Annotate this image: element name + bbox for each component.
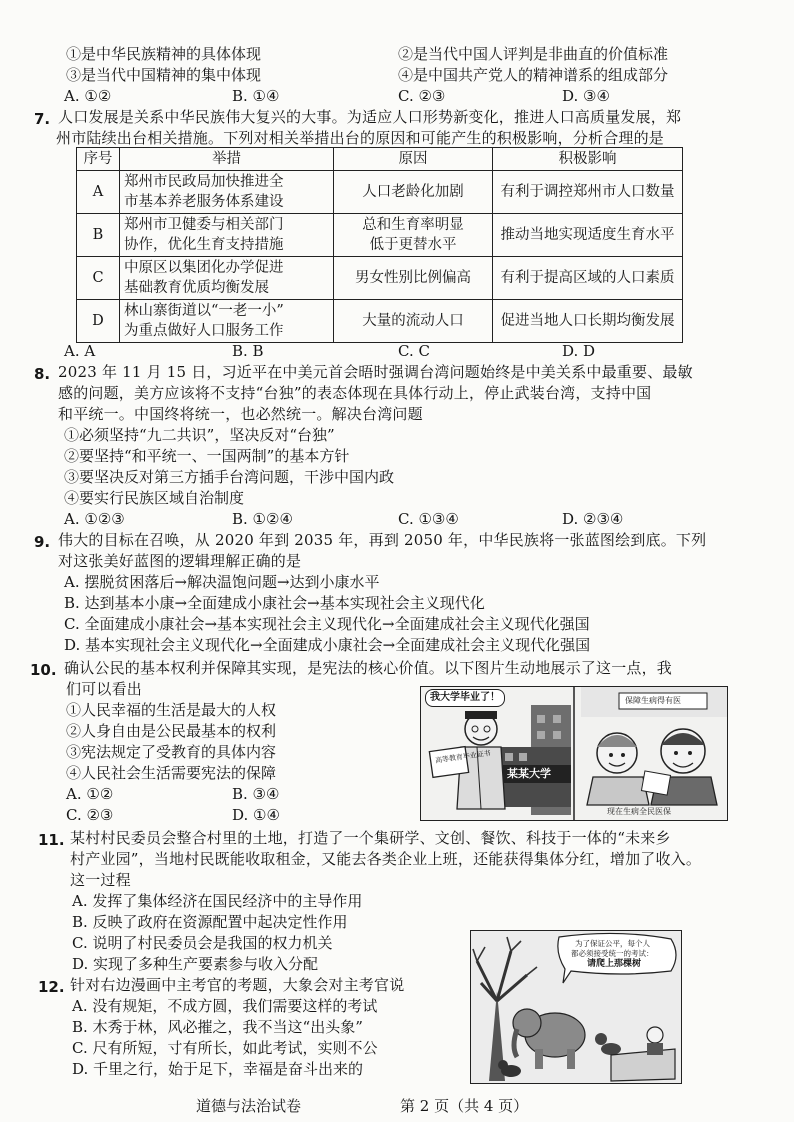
q7-stem-line2: 州市陆续出台相关措施。下列对相关举措出台的原因和可能产生的积极影响，分析合理的是 [56,129,665,147]
q7-option-a: A. A [64,342,96,360]
q9-stem-line1: 伟大的目标在召唤，从 2020 年到 2035 年，再到 2050 年，中华民族将一张蓝图绘到底。下列 [58,531,707,549]
q10-stem-line1: 确认公民的基本权利并保障其实现，是宪法的核心价值。以下图片生动地展示了这一点，我 [64,659,673,677]
q11-option-c: C. 说明了村民委员会是我国的权力机关 [72,934,333,952]
q12-stem-line1: 针对右边漫画中主考官的考题，大象会对主考官说 [70,976,405,994]
q7-table-row [77,214,683,257]
q7-row-id: B [77,214,120,257]
q11-stem-line3: 这一过程 [70,871,131,889]
q9-stem-line2: 对这张美好蓝图的逻辑理解正确的是 [58,552,302,570]
q8-statement-3: ③要坚决反对第三方插手台湾问题，干涉中国内政 [64,468,395,486]
q6-option-c: C. ②③ [398,87,446,105]
q12-cartoon-bubble-line1: 为了保证公平，每个人 [575,939,650,948]
q10-option-a: A. ①② [66,785,114,803]
q11-option-d: D. 实现了多种生产要素参与收入分配 [72,955,319,973]
q10-cartoon-certificate: 高等教育毕业证书 [434,749,492,765]
q11-stem-line2: 村产业园”，当地村民既能收取租金，又能去各类企业上班，还能获得集体分红，增加了收入。 [70,850,702,868]
q10-cartoon-speech: 我大学毕业了！ [425,689,505,707]
q7-header-measure: 举措 [120,148,334,171]
q10-statement-2: ②人身自由是公民最基本的权利 [66,722,277,740]
q7-row-effect: 推动当地实现适度生育水平 [493,214,683,257]
q7-row-effect: 有利于提高区域的人口素质 [493,257,683,300]
q8-stem-line2: 感的问题，美方应该将不支持“台独”的表态体现在具体行动上，停止武装台湾，支持中国 [58,384,652,402]
q7-header-effect: 积极影响 [493,148,683,171]
q8-option-c: C. ①③④ [398,510,459,528]
q10-stem-line2: 们可以看出 [66,680,143,698]
q10-statement-3: ③宪法规定了受教育的具体内容 [66,743,277,761]
q9-option-d: D. 基本实现社会主义现代化→全面建成小康社会→全面建成社会主义现代化强国 [64,636,591,654]
q8-option-b: B. ①②④ [232,510,293,528]
q6-statement-4: ④是中国共产党人的精神谱系的组成部分 [398,66,669,84]
q6-statement-3: ③是当代中国精神的集中体现 [66,66,262,84]
q10-number: 10. [30,661,57,679]
q6-statement-1: ①是中华民族精神的具体体现 [66,45,262,63]
q7-number: 7. [34,110,51,128]
q7-table-row [77,257,683,300]
q7-option-b: B. B [232,342,264,360]
q7-table [76,147,683,343]
q7-row-reason: 男女性别比例偏高 [334,257,493,300]
q7-table-header [77,148,683,171]
q10-option-b: B. ③④ [232,785,280,803]
q12-option-b: B. 木秀于林，风必摧之，我不当这“出头象” [72,1018,363,1036]
q8-stem-line3: 和平统一。中国终将统一，也必然统一。解决台湾问题 [58,405,423,423]
q7-row-id: A [77,171,120,214]
q9-option-b: B. 达到基本小康→全面建成小康社会→基本实现社会主义现代化 [64,594,485,612]
q9-option-c: C. 全面建成小康社会→基本实现社会主义现代化→全面建成社会主义现代化强国 [64,615,590,633]
q8-option-d: D. ②③④ [562,510,624,528]
q11-stem-line1: 某村村民委员会整合村里的土地，打造了一个集研学、文创、餐饮、科技于一体的“未来乡 [70,829,671,847]
q12-cartoon-bubble-line2: 都必须接受统一的考试： [571,949,654,958]
q7-row-reason: 大量的流动人口 [334,300,493,343]
q10-cartoon [420,686,728,821]
q10-statement-1: ①人民幸福的生活是最大的人权 [66,701,277,719]
q10-cartoon-banner: 保障生病得有医 [625,696,681,705]
q12-option-a: A. 没有规矩，不成方圆，我们需要这样的考试 [72,997,378,1015]
q10-statement-4: ④人民社会生活需要宪法的保障 [66,764,277,782]
q7-header-id: 序号 [77,148,120,171]
q10-cartoon-caption: 现在生病全民医保 [607,807,671,816]
q7-row-reason: 人口老龄化加剧 [334,171,493,214]
q8-statement-1: ①必须坚持“九二共识”，坚决反对“台独” [64,426,335,444]
q7-row-reason: 总和生育率明显 低于更替水平 [334,214,493,257]
q8-number: 8. [34,365,51,383]
q11-number: 11. [38,831,65,849]
q8-stem-line1: 2023 年 11 月 15 日，习近平在中美元首会晤时强调台湾问题始终是中美关系中最重要、最敏 [58,363,693,381]
q6-option-d: D. ③④ [562,87,610,105]
q7-row-id: D [77,300,120,343]
q7-table-row [77,171,683,214]
q10-cartoon-building-sign: 某某大学 [507,767,551,780]
q9-option-a: A. 摆脱贫困落后→解决温饱问题→达到小康水平 [64,573,380,591]
footer-subject: 道德与法治试卷 [196,1097,302,1115]
q7-row-effect: 促进当地人口长期均衡发展 [493,300,683,343]
q12-cartoon-bubble-line3: 请爬上那棵树 [587,959,642,969]
q10-option-c: C. ②③ [66,806,114,824]
footer-page-number: 第 2 页（共 4 页） [400,1097,529,1115]
q12-cartoon [470,930,682,1084]
q7-row-measure: 郑州市民政局加快推进全 市基本养老服务体系建设 [120,171,334,214]
q7-row-effect: 有利于调控郑州市人口数量 [493,171,683,214]
q11-option-a: A. 发挥了集体经济在国民经济中的主导作用 [72,892,363,910]
q7-row-id: C [77,257,120,300]
q6-statement-2: ②是当代中国人评判是非曲直的价值标准 [398,45,669,63]
q7-row-measure: 中原区以集团化办学促进 基础教育优质均衡发展 [120,257,334,300]
q12-option-d: D. 千里之行，始于足下，幸福是奋斗出来的 [72,1060,364,1078]
q8-statement-4: ④要实行民族区域自治制度 [64,489,245,507]
q8-option-a: A. ①②③ [64,510,125,528]
q12-number: 12. [38,978,65,996]
q7-stem-line1: 人口发展是关系中华民族伟大复兴的大事。为适应人口形势新变化，推进人口高质量发展，郑 [58,108,682,126]
q7-option-c: C. C [398,342,430,360]
q7-header-reason: 原因 [334,148,493,171]
q12-option-c: C. 尺有所短，寸有所长，如此考试，实则不公 [72,1039,378,1057]
q7-row-measure: 郑州市卫健委与相关部门 协作，优化生育支持措施 [120,214,334,257]
q10-option-d: D. ①④ [232,806,280,824]
q7-row-measure: 林山寨街道以“一老一小” 为重点做好人口服务工作 [120,300,334,343]
q6-option-b: B. ①④ [232,87,280,105]
q8-statement-2: ②要坚持“和平统一、一国两制”的基本方针 [64,447,350,465]
q9-number: 9. [34,533,51,551]
q6-option-a: A. ①② [64,87,112,105]
q11-option-b: B. 反映了政府在资源配置中起决定性作用 [72,913,348,931]
q7-option-d: D. D [562,342,596,360]
q7-table-row [77,300,683,343]
